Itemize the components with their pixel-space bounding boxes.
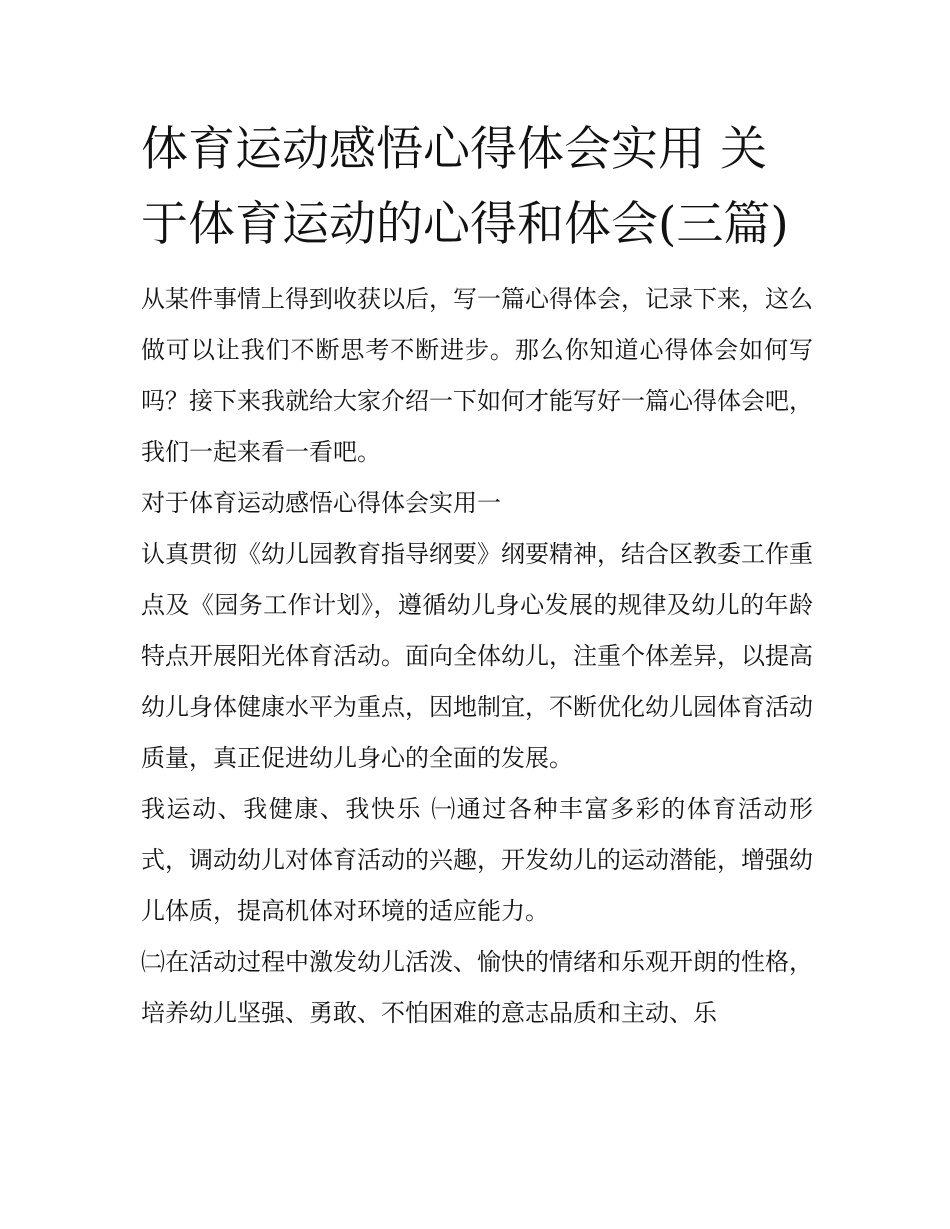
body-paragraph: 认真贯彻《幼儿园教育指导纲要》纲要精神，结合区教委工作重点及《园务工作计划》，遵循幼儿身心发展的规律及幼儿的年龄特点开展阳光体育活动。面向全体幼儿，注重个体差异，以提高幼儿身体健康水平为重点，因地制宜，不断优化幼儿园体育活动质量，真正促进幼儿身心的全面的发展。	[141, 540, 813, 772]
body-paragraph: ㈡在活动过程中激发幼儿活泼、愉快的情绪和乐观开朗的性格，培养幼儿坚强、勇敢、不怕困难的意志品质和主动、乐	[141, 948, 813, 1027]
section-heading: 对于体育运动感悟心得体会实用一	[141, 489, 501, 517]
intro-paragraph: 从某件事情上得到收获以后，写一篇心得体会，记录下来，这么做可以让我们不断思考不断进步。那么你知道心得体会如何写吗？接下来我就给大家介绍一下如何才能写好一篇心得体会吧，我们一起来看一看吧。	[141, 285, 813, 466]
document-page	[141, 112, 813, 1039]
document-title: 体育运动感悟心得体会实用 关于体育运动的心得和体会(三篇)	[141, 122, 789, 252]
document-body	[141, 274, 813, 1039]
body-paragraph: 我运动、我健康、我快乐 ㈠通过各种丰富多彩的体育活动形式，调动幼儿对体育活动的兴趣，开发幼儿的运动潜能，增强幼儿体质，提高机体对环境的适应能力。	[141, 795, 813, 925]
